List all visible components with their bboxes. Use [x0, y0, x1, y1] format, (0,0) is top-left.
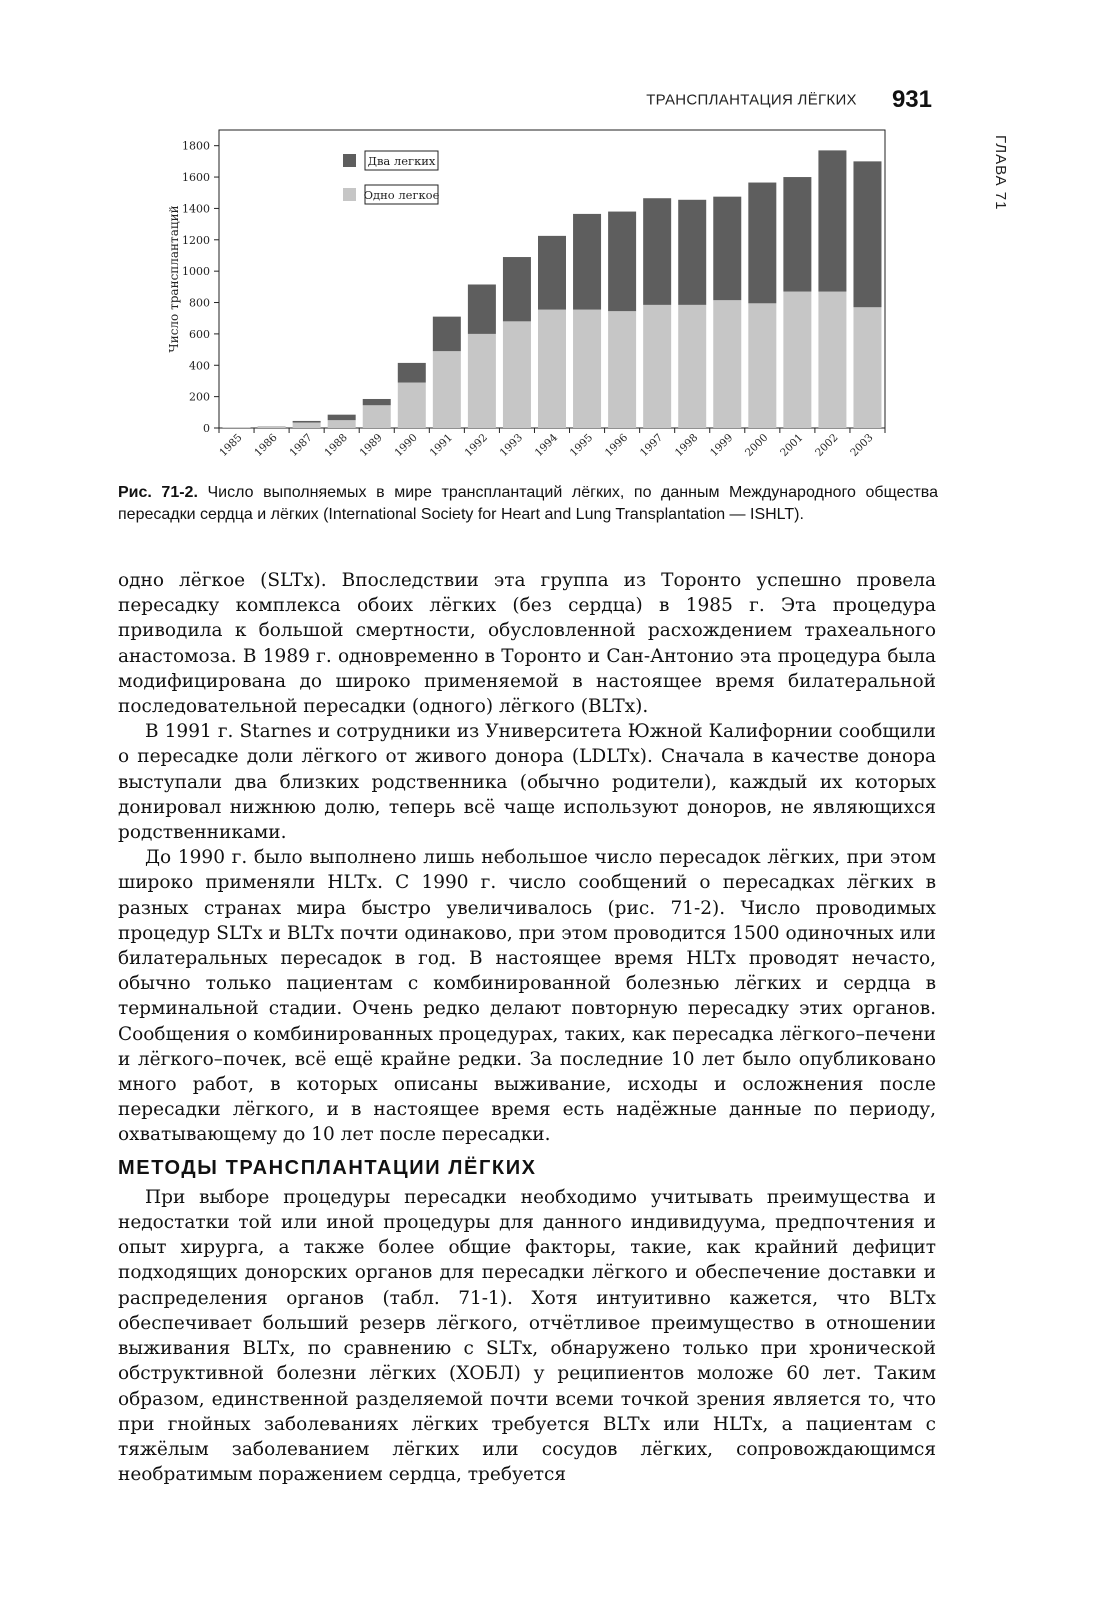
x-tick-label: 1987 — [287, 431, 315, 460]
x-tick-label: 1985 — [217, 431, 245, 460]
bar-segment — [818, 150, 846, 291]
page-number: 931 — [891, 86, 932, 113]
bar-segment — [608, 311, 636, 428]
y-tick-label: 1800 — [182, 139, 210, 153]
x-tick-label: 1986 — [252, 431, 280, 460]
chapter-side-label: ГЛАВА 71 — [992, 135, 1009, 211]
running-head — [0, 86, 932, 114]
legend-label: Одно легкое — [363, 188, 440, 202]
legend-swatch — [343, 154, 356, 167]
x-tick-label: 1988 — [322, 431, 350, 460]
x-tick-label: 2001 — [778, 431, 806, 460]
x-tick-label: 2003 — [848, 431, 876, 460]
x-tick-label: 1997 — [637, 431, 666, 460]
bar-segment — [713, 197, 741, 301]
legend-label: Два легких — [367, 154, 436, 168]
caption-label: Рис. 71-2. — [118, 484, 198, 501]
y-tick-label: 600 — [189, 327, 210, 341]
y-axis-label: Число трансплантаций — [167, 205, 181, 353]
bar-segment — [258, 427, 286, 428]
x-tick-label: 1993 — [497, 431, 526, 460]
x-tick-label: 1991 — [427, 431, 455, 460]
bar-segment — [678, 305, 706, 428]
paragraph: В 1991 г. Starnes и сотрудники из Университета Южной Калифорнии сообщили о пересадке доли лёгкого от живого донора (LDLTx). Сначала в качестве донора выступали два близких родственника (обычно родители), каждый их которых донировал нижнюю долю, теперь всё чаще используют доноров, не являющихся родственниками. — [118, 721, 936, 844]
body-text — [118, 568, 936, 1487]
bar-segment — [293, 421, 321, 423]
bar-segment — [503, 321, 531, 428]
y-tick-label: 200 — [189, 390, 210, 404]
bar-segment — [573, 214, 601, 310]
bar-segment — [538, 236, 566, 310]
x-tick-label: 1996 — [602, 431, 631, 460]
bar-segment — [538, 310, 566, 428]
bar-segment — [853, 161, 881, 307]
bar-segment — [783, 292, 811, 428]
x-tick-label: 1992 — [462, 431, 491, 460]
x-tick-label: 1995 — [567, 431, 596, 460]
x-tick-label: 1998 — [672, 431, 701, 460]
x-tick-label: 1989 — [357, 431, 385, 460]
y-tick-label: 1000 — [182, 265, 210, 279]
caption-text: Число выполняемых в мире трансплантаций лёгких, по данным Международного общества пересадки сердца и лёгких (International Society for Heart and Lung Transplantation — ISHLT). — [118, 484, 939, 523]
legend-swatch — [343, 188, 356, 201]
bar-segment — [398, 383, 426, 428]
paragraph: До 1990 г. было выполнено лишь небольшое число пересадок лёгких, при этом широко применяли HLTx. С 1990 г. число сообщений о пересадках лёгких в разных странах мира быстро увеличивалось (рис. 71-2). Число проводимых процедур SLTx и BLTx почти одинаково, при этом проводится 1500 одиночных или билатеральных пересадок в год. В настоящее время HLTx проводят нечасто, обычно только пациентам с комбинированной болезнью лёгких и сердца в терминальной стадии. Очень редко делают повторную пересадку этих органов. Сообщения о комбинированных процедурах, таких, как пересадка лёгкого–печени и лёгкого–почек, всё ещё крайне редки. За последние 10 лет было опубликовано много работ, в которых описаны выживание, исходы и осложнения после пересадки лёгкого, и в настоящее время есть надёжные данные по периоду, охватывающему до 10 лет после пересадки. — [118, 847, 936, 1146]
bar-segment — [363, 399, 391, 405]
bar-segment — [783, 177, 811, 291]
bar-segment — [643, 305, 671, 428]
x-tick-label: 1990 — [392, 431, 420, 460]
bar-segment — [748, 183, 776, 304]
x-tick-label: 1994 — [532, 431, 561, 460]
bar-segment — [293, 423, 321, 428]
bar-segment — [818, 292, 846, 428]
bar-segment — [433, 351, 461, 428]
bar-segment — [678, 200, 706, 305]
y-tick-label: 400 — [189, 359, 210, 373]
bar-segment — [643, 198, 671, 305]
bar-segment — [363, 405, 391, 428]
y-tick-label: 800 — [189, 296, 210, 310]
section-heading: МЕТОДЫ ТРАНСПЛАНТАЦИИ ЛЁГКИХ — [118, 1156, 537, 1179]
bar-segment — [853, 307, 881, 428]
bar-segment — [468, 284, 496, 333]
bar-segment — [608, 212, 636, 312]
bar-segment — [503, 257, 531, 321]
bar-segment — [713, 300, 741, 428]
bar-segment — [223, 427, 251, 428]
figure-caption — [118, 482, 938, 526]
y-tick-label: 1200 — [182, 233, 210, 247]
bar-segment — [468, 334, 496, 428]
bar-segment — [748, 303, 776, 428]
running-title: ТРАНСПЛАНТАЦИЯ ЛЁГКИХ — [646, 91, 857, 109]
x-tick-label: 2000 — [743, 431, 771, 460]
bar-segment — [398, 363, 426, 383]
x-tick-label: 2002 — [813, 431, 841, 460]
bar-segment — [328, 420, 356, 428]
y-tick-label: 1600 — [182, 171, 210, 185]
x-tick-label: 1999 — [707, 431, 736, 460]
bar-segment — [573, 310, 601, 428]
bar-chart — [150, 124, 910, 474]
figure-71-2 — [150, 124, 910, 474]
bar-segment — [328, 415, 356, 420]
paragraph: одно лёгкое (SLTx). Впоследствии эта группа из Торонто успешно провела пересадку комплекса обоих лёгких (без сердца) в 1985 г. Эта процедура приводила к большой смертности, обусловленной расхождением трахеального анастомоза. В 1989 г. одновременно в Торонто и Сан-Антонио эта процедура была модифицирована до широко применяемой в настоящее время билатеральной последовательной пересадки (одного) лёгкого (BLTx). — [118, 570, 936, 718]
y-tick-label: 1400 — [182, 202, 210, 216]
paragraph: При выборе процедуры пересадки необходимо учитывать преимущества и недостатки той или иной процедуры для данного индивидуума, предпочтения и опыт хирурга, а также более общие факторы, такие, как крайний дефицит подходящих донорских органов для пересадки лёгкого и обеспечение доставки и распределения органов (табл. 71-1). Хотя интуитивно кажется, что BLTx обеспечивает больший резерв лёгкого, отчётливое преимущество в отношении выживания BLTx, по сравнению с SLTx, обнаружено только при хронической обструктивной болезни лёгких (ХОБЛ) у реципиентов моложе 60 лет. Таким образом, единственной разделяемой почти всеми точкой зрения является то, что при гнойных заболеваниях лёгких требуется BLTx или HLTx, а пациентам с тяжёлым заболеванием лёгких или сосудов лёгких, сопровождающимся необратимым поражением сердца, требуется — [118, 1186, 936, 1486]
bar-segment — [433, 317, 461, 352]
y-tick-label: 0 — [203, 422, 210, 435]
